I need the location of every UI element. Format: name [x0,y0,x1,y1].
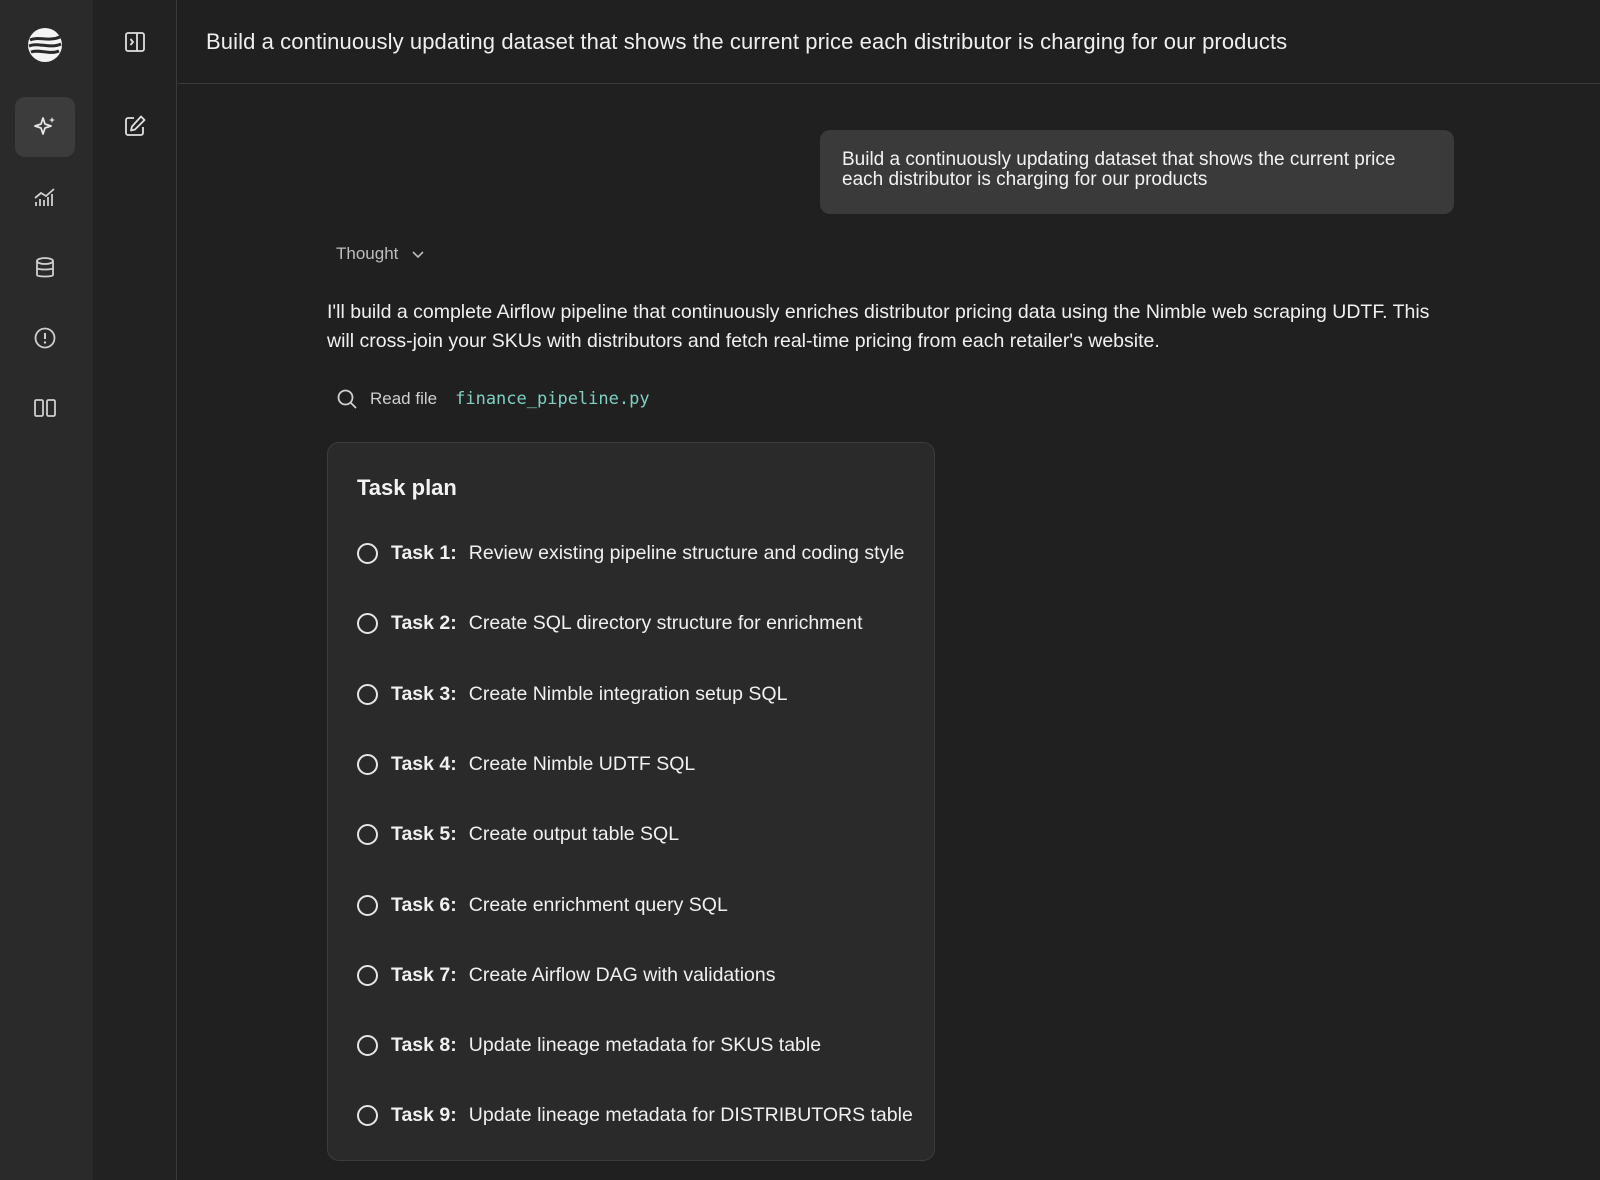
task-text: Update lineage metadata for DISTRIBUTORS table [468,1104,913,1126]
task-label: Task 4: [391,753,457,775]
task-status-circle-icon[interactable] [357,684,378,705]
file-link[interactable]: finance_pipeline.py [455,389,650,409]
task-status-circle-icon[interactable] [357,1105,378,1126]
task-text: Update lineage metadata for SKUS table [468,1034,822,1056]
sparkle-icon [32,114,58,140]
task-item[interactable] [357,683,787,706]
alert-icon [32,325,58,351]
task-text: Review existing pipeline structure and coding style [468,542,905,564]
read-file-step [336,388,650,410]
task-item[interactable] [357,542,905,565]
nav-rail [0,0,93,1180]
chart-icon [32,185,58,211]
edit-icon [122,113,148,139]
thought-label: Thought [336,244,399,263]
user-message: Build a continuously updating dataset that shows the current price each distributor is charging for our products [820,130,1454,214]
task-item[interactable] [357,894,728,917]
rail-item-alerts[interactable] [15,308,75,368]
conversation-title: Build a continuously updating dataset that shows the current price each distributor is charging for our products [206,28,1288,54]
rail-item-database[interactable] [15,238,75,298]
task-label: Task 9: [391,1104,457,1126]
thought-toggle[interactable] [336,244,426,264]
top-bar [178,0,1600,84]
task-item[interactable] [357,823,679,846]
task-status-circle-icon[interactable] [357,754,378,775]
database-icon [32,255,58,281]
assistant-response: I'll build a complete Airflow pipeline that continuously enriches distributor pricing data using the Nimble web scraping UDTF. This will cross-join your SKUs with distributors and fetch real-time pricing from each retailer's website. [327,301,1430,352]
chevron-down-icon [410,246,426,262]
task-label: Task 7: [391,964,457,986]
task-label: Task 5: [391,823,457,845]
task-item[interactable] [357,1104,913,1127]
task-label: Task 8: [391,1034,457,1056]
task-label: Task 6: [391,894,457,916]
task-text: Create enrichment query SQL [468,894,728,916]
task-status-circle-icon[interactable] [357,613,378,634]
task-item[interactable] [357,753,695,776]
task-status-circle-icon[interactable] [357,895,378,916]
task-status-circle-icon[interactable] [357,965,378,986]
task-text: Create Airflow DAG with validations [468,964,776,986]
task-text: Create output table SQL [468,823,680,845]
task-text: Create Nimble UDTF SQL [468,753,696,775]
rail-item-assistant[interactable] [15,97,75,157]
side-panel [93,0,177,1180]
task-item[interactable] [357,964,775,987]
new-chat-button[interactable] [115,106,155,146]
task-item[interactable] [357,612,863,635]
task-status-circle-icon[interactable] [357,543,378,564]
task-status-circle-icon[interactable] [357,1035,378,1056]
task-label: Task 3: [391,683,457,705]
read-file-label: Read file [370,389,438,408]
task-item[interactable] [357,1034,821,1057]
rail-item-analytics[interactable] [15,168,75,228]
rail-item-layout[interactable] [15,378,75,438]
toggle-sidebar-button[interactable] [115,22,155,62]
task-status-circle-icon[interactable] [357,824,378,845]
task-plan-title: Task plan [357,475,457,500]
search-icon [336,388,358,410]
task-text: Create SQL directory structure for enrichment [468,612,863,634]
task-text: Create Nimble integration setup SQL [468,683,788,705]
logo-icon[interactable] [26,26,64,64]
task-label: Task 2: [391,612,457,634]
task-label: Task 1: [391,542,457,564]
task-plan-card [327,442,935,1161]
sidebar-toggle-icon [122,29,148,55]
columns-icon [32,395,58,421]
